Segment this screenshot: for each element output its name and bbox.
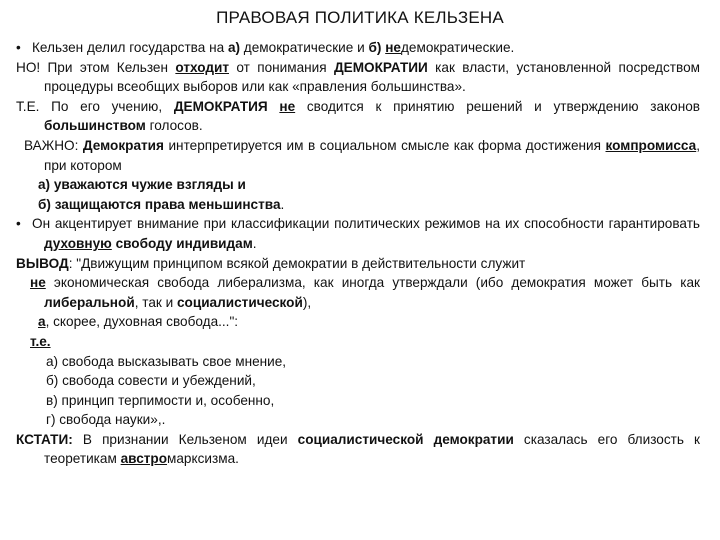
paragraph-important <box>16 136 700 175</box>
bold-text: ДЕМОКРАТИЯ <box>173 98 268 114</box>
paragraph-ie <box>16 97 700 136</box>
text: , так и <box>134 294 177 310</box>
text: голосов. <box>145 118 203 134</box>
text: В признании Кельзеном идеи <box>72 431 298 447</box>
underlined-text: а <box>38 314 46 330</box>
text: : "Движущим принципом всякой демократии в действительности служит <box>68 255 526 271</box>
bold-text: Демократия <box>82 137 164 153</box>
slide-body <box>16 38 700 469</box>
text: от понимания <box>229 59 334 75</box>
underlined-text: не <box>279 98 296 114</box>
bold-text: б) <box>368 40 382 55</box>
list-item: б) свобода совести и убеждений, <box>46 373 256 389</box>
underlined-text: не <box>30 275 46 291</box>
bold-text: ВЫВОД <box>16 255 69 271</box>
text: : <box>74 137 83 153</box>
bullet-icon: • <box>16 40 21 55</box>
paragraph-ie-short <box>16 332 700 352</box>
text: , скорее, духовная свобода...": <box>45 314 239 330</box>
text: Т.Е. <box>16 98 40 114</box>
text: экономическая свобода либерализма, как иногда утверждали (ибо демократия может быть как <box>45 275 700 291</box>
underlined-text: австро <box>120 451 168 467</box>
text: . <box>280 196 285 212</box>
text: . <box>252 235 257 251</box>
underlined-text: компромисса <box>605 137 697 153</box>
text <box>268 99 280 114</box>
underlined-text: духовную <box>44 235 112 251</box>
text: интерпретируется им в социальном смысле как форма достижения <box>163 137 606 153</box>
bold-text: социалистической <box>176 294 303 310</box>
text: сводится к принятию решений и утверждению законов <box>295 98 701 114</box>
bold-text: а) уважаются чужие взгляды и <box>38 177 246 193</box>
bold-text: КСТАТИ: <box>16 431 73 447</box>
text: демократические. <box>400 40 515 55</box>
text: ), <box>302 294 312 310</box>
bold-text: а) <box>227 40 241 55</box>
list-item: г) свобода науки»,. <box>46 412 166 428</box>
bold-text: большинством <box>44 118 146 134</box>
bullet-icon: • <box>16 216 21 232</box>
text: Он акцентирует внимание при классификации политических режимов на их способности гарантировать <box>32 216 700 232</box>
paragraph-by-the-way <box>16 430 700 469</box>
paragraph-not-economic <box>16 273 700 312</box>
paragraph-regimes <box>16 214 700 253</box>
bold-text: б) защищаются права меньшинства <box>38 196 281 212</box>
paragraph-classification <box>16 38 700 58</box>
text: НО! При этом Кельзен <box>16 59 176 75</box>
text: демократические и <box>240 40 369 55</box>
text: сказалась его близость к теоретикам <box>44 431 701 467</box>
bold-text: социалистической демократии <box>297 431 514 447</box>
bold-text: свободу индивидам <box>111 235 253 251</box>
condition-b <box>16 195 700 215</box>
slide-title: ПРАВОВАЯ ПОЛИТИКА КЕЛЬЗЕНА <box>216 8 504 27</box>
paragraph-but <box>16 58 700 97</box>
list-item: в) принцип терпимости и, особенно, <box>46 392 275 408</box>
text: как власти, установленной посредством процедуры всеобщих выборов или как «правления большинства». <box>44 59 700 95</box>
underlined-text: не <box>385 40 401 55</box>
text: марксизма. <box>167 451 239 467</box>
condition-a <box>16 175 700 195</box>
list-item: а) свобода высказывать свое мнение, <box>46 353 287 369</box>
text: По его учению, <box>39 98 174 114</box>
bold-text: ДЕМОКРАТИИ <box>333 59 428 75</box>
paragraph-spiritual <box>16 312 700 332</box>
underlined-text: т.е. <box>30 333 51 349</box>
underlined-text: отходит <box>175 59 229 75</box>
bold-text: либеральной <box>44 294 135 310</box>
text: ВАЖНО <box>24 137 75 153</box>
paragraph-conclusion <box>16 254 700 274</box>
text: , при котором <box>44 137 700 173</box>
text: Кельзен делил государства на <box>32 40 228 55</box>
